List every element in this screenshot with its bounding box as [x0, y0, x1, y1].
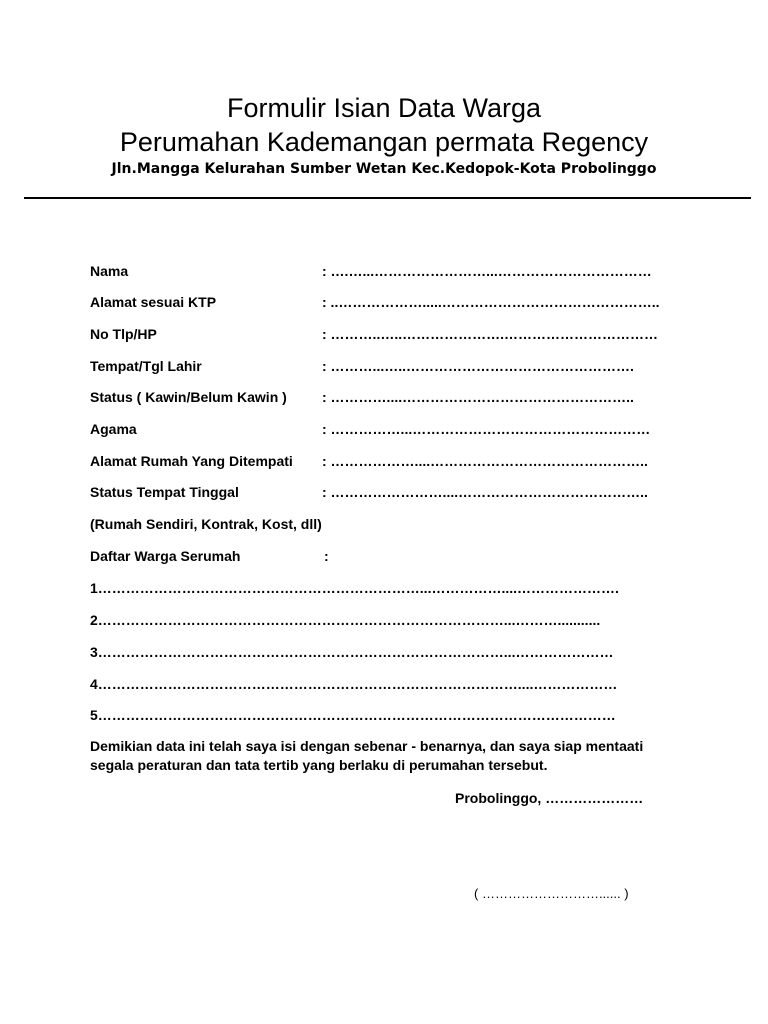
field-label: No Tlp/HP	[90, 326, 157, 342]
household-line-3[interactable]: 3……………………………………………………………………………...…………………	[90, 644, 614, 660]
form-title: Formulir Isian Data Warga	[226, 93, 542, 123]
household-label: Daftar Warga Serumah	[90, 548, 241, 564]
field-blank[interactable]: : ………...…..………………………………………….	[322, 358, 634, 374]
field-label: Status ( Kawin/Belum Kawin )	[90, 389, 287, 405]
residence-type-note: (Rumah Sendiri, Kontrak, Kost, dll)	[90, 516, 322, 532]
declaration-statement: Demikian data ini telah saya isi dengan sebenar - benarnya, dan saya siap mentaati segala peraturan dan tata tertib yang berlaku di perumahan tersebut.	[90, 738, 644, 773]
field-blank[interactable]: : ………..…..………………….……………………………	[322, 326, 658, 342]
header-divider	[24, 197, 751, 199]
housing-name-title: Perumahan Kademangan permata Regency	[119, 127, 649, 157]
field-blank[interactable]: : ……………………....…………………………………..	[322, 484, 648, 500]
field-label: Alamat sesuai KTP	[90, 294, 217, 310]
field-label: Tempat/Tgl Lahir	[90, 358, 202, 374]
field-blank[interactable]: : ……………...……………………………………………	[322, 421, 651, 437]
household-line-4[interactable]: 4………………………………………………………………………………....………………	[90, 676, 618, 692]
place-date[interactable]: Probolinggo, …………………	[455, 790, 644, 806]
field-blank[interactable]: : ………………....………………………………………..	[322, 453, 648, 469]
household-line-1[interactable]: 1……………………………………………………………...……………....………………….	[90, 580, 619, 596]
field-blank[interactable]: : ….…...……………………...……………………………	[322, 263, 652, 279]
field-blank[interactable]: : ..……………….....………………………………………..	[322, 294, 660, 310]
field-blank[interactable]: : …………....…………………………………………..	[322, 389, 634, 405]
field-label: Nama	[90, 263, 129, 279]
signature-line[interactable]: ( ………………………...... )	[474, 886, 629, 901]
household-line-5[interactable]: 5…………………………………………………………………………………………………	[90, 707, 616, 723]
field-label: Agama	[90, 421, 137, 437]
field-label: Status Tempat Tinggal	[90, 484, 239, 500]
household-line-2[interactable]: 2……………………………………………………………………………...………...........	[90, 612, 601, 628]
field-label: Alamat Rumah Yang Ditempati	[90, 453, 293, 469]
housing-address: Jln.Mangga Kelurahan Sumber Wetan Kec.Kedopok-Kota Probolinggo	[111, 161, 657, 177]
household-colon: :	[324, 548, 329, 564]
